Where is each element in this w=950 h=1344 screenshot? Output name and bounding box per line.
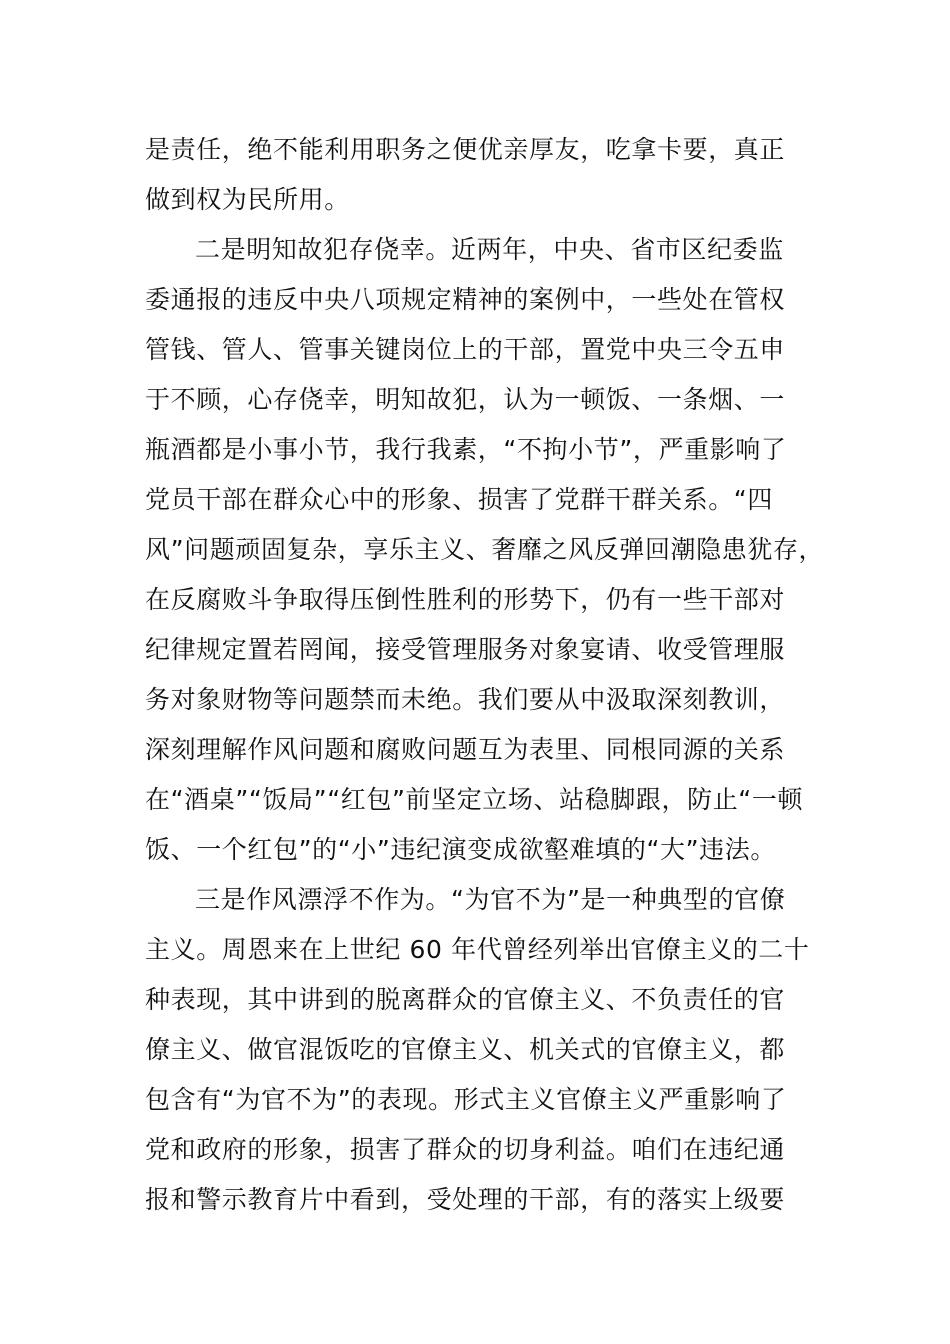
text-line: 二是明知故犯存侥幸。近两年，中央、省市区纪委监 [195, 235, 784, 264]
paragraph-2 [145, 225, 825, 875]
text-line: 于不顾，心存侥幸，明知故犯，认为一顿饭、一条烟、一 [145, 385, 786, 414]
text-line: 僚主义、做官混饭吃的官僚主义、机关式的官僚主义，都 [145, 1035, 786, 1064]
text-line: 深刻理解作风问题和腐败问题互为表里、同根同源的关系 [145, 735, 786, 764]
text-line: 管钱、管人、管事关键岗位上的干部，置党中央三令五申 [145, 335, 786, 364]
text-line: 瓶酒都是小事小节，我行我素，“不拘小节”，严重影响了 [145, 435, 787, 464]
document-body [145, 125, 825, 1225]
text-line: 种表现，其中讲到的脱离群众的官僚主义、不负责任的官 [145, 985, 786, 1014]
text-line: 三是作风漂浮不作为。“为官不为”是一种典型的官僚 [195, 885, 786, 914]
text-line: 风”问题顽固复杂，享乐主义、奢靡之风反弹回潮隐患犹存， [145, 535, 825, 564]
text-line: 报和警示教育片中看到，受处理的干部，有的落实上级要 [145, 1185, 786, 1214]
text-line: 包含有“为官不为”的表现。形式主义官僚主义严重影响了 [145, 1085, 787, 1114]
text-line: 是责任，绝不能利用职务之便优亲厚友，吃拿卡要，真正 [145, 135, 786, 164]
text-line: 务对象财物等问题禁而未绝。我们要从中汲取深刻教训， [145, 685, 786, 714]
text-line: 委通报的违反中央八项规定精神的案例中，一些处在管权 [145, 285, 786, 314]
text-line: 在反腐败斗争取得压倒性胜利的形势下，仍有一些干部对 [145, 585, 786, 614]
paragraph-3 [145, 875, 820, 1225]
text-line: 党员干部在群众心中的形象、损害了党群干群关系。“四 [145, 485, 773, 514]
text-line: 在“酒桌”“饭局”“红包”前坚定立场、站稳脚跟，防止“一顿 [145, 785, 804, 814]
text-line: 纪律规定置若罔闻，接受管理服务对象宴请、收受管理服 [145, 635, 786, 664]
text-line: 做到权为民所用。 [145, 185, 350, 214]
paragraph-1 [145, 125, 820, 225]
text-line: 主义。周恩来在上世纪 60 年代曾经列举出官僚主义的二十 [145, 935, 810, 964]
text-line: 饭、一个红包”的“小”违纪演变成欲壑难填的“大”违法。 [145, 835, 776, 864]
text-line: 党和政府的形象，损害了群众的切身利益。咱们在违纪通 [145, 1135, 786, 1164]
